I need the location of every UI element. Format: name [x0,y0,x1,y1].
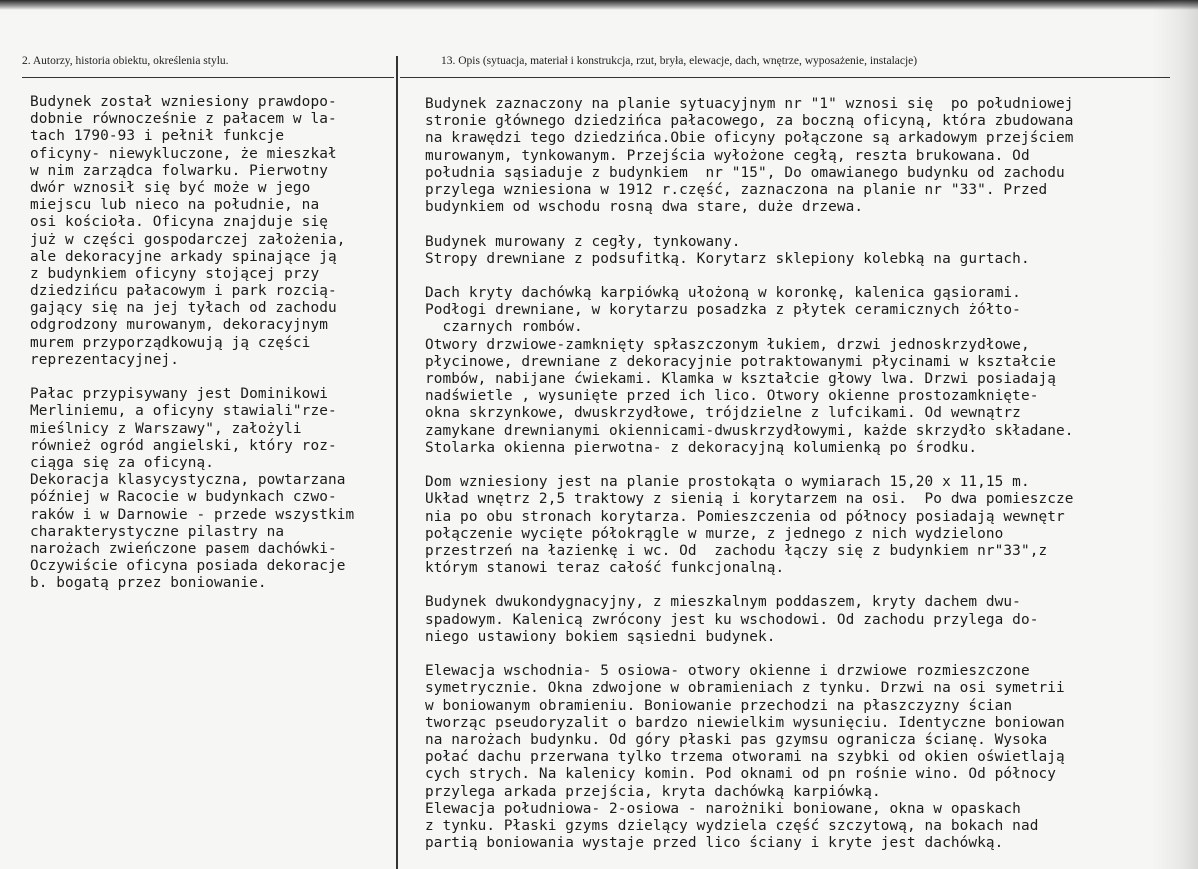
text-line: przestrzeń na łazienkę i wc. Od zachodu łączy się z budynkiem nr"33",z [425,542,1048,559]
text-line: zamykane drewnianymi okiennicami-dwuskrzydłowymi, każde skrzydło składane. [425,422,1074,439]
text-line: spadowym. Kalenicą zwrócony jest ku wschodowi. Od zachodu przylega do- [425,611,1039,628]
text-line: już w części gospodarczej założenia, [30,231,346,248]
text-line: stronie głównego dziedzińca pałacowego, za boczną oficyną, która zbudowana [425,113,1074,130]
text-line: Budynek dwukondygnacyjny, z mieszkalnym poddaszem, kryty dachem dwu- [425,594,1021,611]
text-line: raków i w Darnowie - przede wszystkim [30,506,355,523]
text-line: na narożach budynku. Od góry płaski pas gzymsu ogranicza ścianę. Wysoka [425,731,1048,748]
text-line: partią boniowania wystaje przed lico ściany i kryte jest dachówką. [425,835,1004,852]
text-line: Stropy drewniane z podsufitką. Korytarz sklepiony kolebką na gurtach. [425,250,1030,267]
text-line: Budynek został wzniesiony prawdopo- [30,94,337,110]
text-line: Stolarka okienna pierwotna- z dekoracyjną kolumienką po środku. [425,439,978,456]
text-line: nadświetle , wysunięte przed ich lico. Otwory okienne prostozamknięte- [425,388,1039,405]
text-line: odgrodzony murowanym, dekoracyjnym [30,317,328,334]
text-line: z budynkiem oficyny stojącej przy [30,265,320,282]
text-line: dobnie równocześnie z pałacem w la- [30,111,337,128]
text-line: Otwory drzwiowe-zamknięty spłaszczonym łukiem, drzwi jednoskrzydłowe, [425,336,1030,353]
text-line: na krawędzi tego dziedzińca.Obie oficyny połączone są arkadowym przejściem [425,130,1074,147]
text-line: Budynek zaznaczony na planie sytuacyjnym nr "1" wznosi się po południowej [425,96,1074,112]
text-line: miejscu lub nieco na południe, na [30,197,320,214]
description-paragraph [425,663,1185,852]
text-line: okna skrzynkowe, dwuskrzydłowe, trójdzielne z lufcikami. Od wewnątrz [425,405,1021,422]
text-line: budynkiem od wschodu rosną dwa stare, duże drzewa. [425,199,864,216]
text-line: reprezentacyjnej. [30,351,179,368]
text-line: nia po obu stronach korytarza. Pomieszczenia od północy posiadają wewnętr [425,508,1065,525]
text-line: przylega arkada przejścia, kryta dachówką karpiówką. [425,783,881,800]
text-line: b. bogatą przez boniowanie. [30,575,267,592]
paragraph-gap [425,216,1185,233]
text-line: przylega wzniesiona w 1912 r.część, zaznaczona na planie nr "33". Przed [425,181,1048,198]
text-line: w nim zarządca folwarku. Pierwotny [30,162,328,179]
text-line: czarnych rombów. [425,319,583,336]
scan-top-edge [0,0,1198,10]
paragraph-gap [425,646,1185,663]
paragraph-gap [425,457,1185,474]
right-header-rule [400,77,1170,78]
text-line: oficyny- niewykluczone, że mieszkał [30,145,337,162]
column-divider [396,56,398,869]
text-line: Dach kryty dachówką karpiówką ułożoną w koronkę, kalenica gąsiorami. [425,285,1021,302]
text-line: tach 1790-93 i pełnił funkcje [30,128,285,145]
text-line: w boniowanym obramieniu. Boniowanie przechodzi na płaszczyzny ścian [425,697,1013,714]
text-line: Merliniemu, a oficyny stawiali"rze- [30,403,337,420]
text-line: narożach zwieńczone pasem dachówki- [30,540,337,557]
text-line: cych strych. Na kalenicy komin. Pod oknami od pn rośnie wino. Od północy [425,766,1056,783]
text-line: później w Racocie w budynkach czwo- [30,489,337,506]
paragraph-gap [425,577,1185,594]
text-line: południa sąsiaduje z budynkiem nr "15", Do omawianego budynku od zachodu [425,164,1065,181]
text-line: również ogród angielski, który roz- [30,437,337,454]
description-paragraph [425,96,1185,216]
text-line: Elewacja południowa- 2-osiowa - narożniki boniowane, okna w opaskach [425,800,1021,817]
right-section-header: 13. Opis (sytuacja, materiał i konstrukcja, rzut, bryła, elewacje, dach, wnętrze, wyposażenie, instalacje) [441,55,918,67]
text-line: Dom wzniesiony jest na planie prostokąta o wymiarach 15,20 x 11,15 m. [425,474,1030,491]
text-line: Elewacja wschodnia- 5 osiowa- otwory okienne i drzwiowe rozmieszczone [425,663,1030,680]
text-line: Budynek murowany z cegły, tynkowany. [425,233,741,250]
description-paragraph [425,474,1185,577]
text-line: symetrycznie. Okna zdwojone w obramieniach z tynku. Drzwi na osi symetrii [425,680,1065,697]
text-line: Oczywiście oficyna posiada dekoracje [30,558,346,575]
text-line: z tynku. Płaski gzyms dzielący wydziela część szczytową, na bokach nad [425,817,1039,834]
description-paragraph [425,594,1185,646]
text-line: dziedzińcu pałacowym i park rozcią- [30,283,337,300]
text-line: tworząc pseudoryzalit o bardzo niewielkim wysunięciu. Identyczne boniowan [425,714,1065,731]
text-line: Dekoracja klasycystyczna, powtarzana [30,472,346,489]
text-line: Pałac przypisywany jest Dominikowi [30,386,328,403]
left-header-rule [22,77,394,78]
history-paragraph [30,94,392,369]
text-line: ciąga się za oficyną. [30,454,215,471]
text-line: niego ustawiony bokiem sąsiedni budynek. [425,628,776,645]
text-line: gający się na jej tyłach od zachodu [30,300,337,317]
text-line: dwór wznosił się być może w jego [30,179,311,196]
description-column [425,96,1185,852]
text-line: ale dekoracyjne arkady spinające ją [30,248,337,265]
text-line: połączenie wycięte półokrągle w murze, z jednego z nich wydzielono [425,525,1004,542]
description-paragraph [425,285,1185,457]
text-line: płycinowe, drewniane z dekoracyjnie potraktowanymi płycinami w kształcie [425,353,1056,370]
text-line: murowanym, tynkowanym. Przejścia wyłożone cegłą, reszta brukowana. Od [425,147,1030,164]
text-line: połać dachu przerwana tylko trzema otworami na szybki od okien oświetlają [425,749,1065,766]
text-line: którym stanowi teraz całość funkcjonalną. [425,560,785,577]
text-line: osi kościoła. Oficyna znajduje się [30,214,328,231]
left-section-header: 2. Autorzy, historia obiektu, określenia stylu. [22,55,229,67]
text-line: mieślnicy z Warszawy", założyli [30,420,302,437]
text-line: Układ wnętrz 2,5 traktowy z sienią i korytarzem na osi. Po dwa pomieszcze [425,491,1074,508]
paragraph-gap [425,268,1185,285]
history-paragraph [30,386,392,592]
paragraph-gap [30,369,392,386]
text-line: murem przyporządkowują ją części [30,334,311,351]
text-line: Podłogi drewniane, w korytarzu posadzka z płytek ceramicznych żółto- [425,302,1021,319]
history-column [30,94,392,592]
text-line: charakterystyczne pilastry na [30,523,285,540]
text-line: rombów, nabijane ćwiekami. Klamka w kształcie głowy lwa. Drzwi posiadają [425,371,1056,387]
description-paragraph [425,234,1185,268]
